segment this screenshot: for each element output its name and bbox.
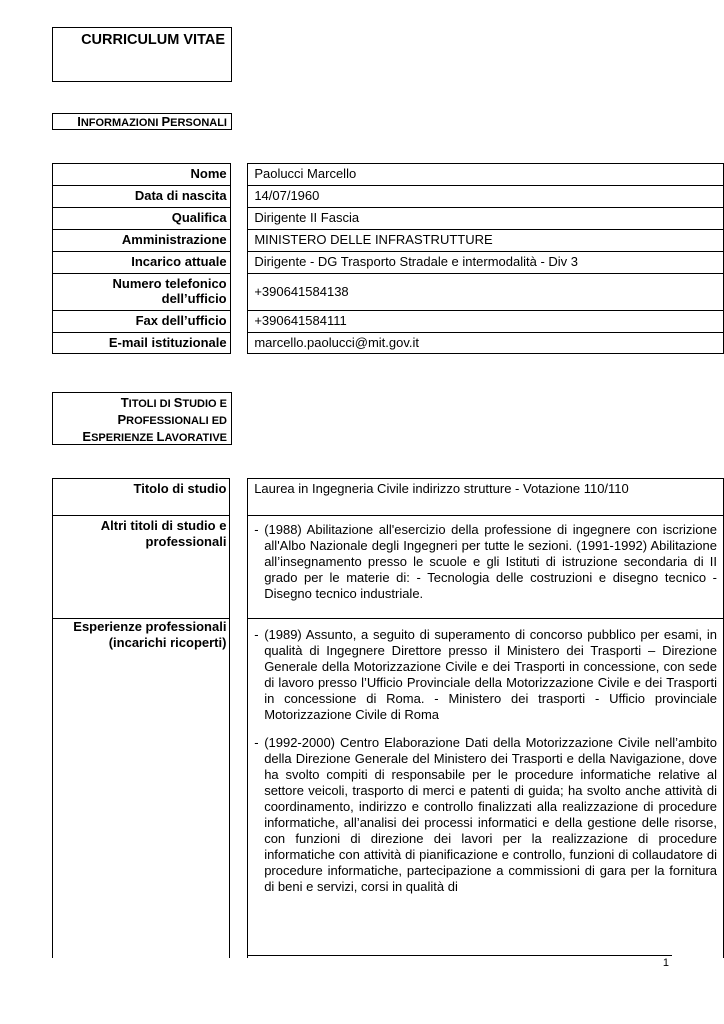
value-nome: Paolucci Marcello xyxy=(247,163,724,185)
personal-info-table xyxy=(52,163,724,354)
value-altri-titoli xyxy=(247,515,724,618)
cv-title-box xyxy=(52,27,232,82)
value-esperienze xyxy=(247,618,724,958)
label-altri-titoli: Altri titoli di studio e professionali xyxy=(52,515,230,618)
label-nome: Nome xyxy=(52,163,231,185)
value-telefono: +390641584138 xyxy=(247,273,724,310)
section-heading-personal: INFORMAZIONI PERSONALI xyxy=(52,113,232,130)
value-fax: +390641584111 xyxy=(247,310,724,332)
value-titolo-studio: Laurea in Ingegneria Civile indirizzo strutture - Votazione 110/110 xyxy=(247,478,724,515)
label-data-nascita: Data di nascita xyxy=(52,185,231,207)
footer-divider xyxy=(248,955,672,956)
value-incarico: Dirigente - DG Trasporto Stradale e intermodalità - Div 3 xyxy=(247,251,724,273)
label-amministrazione: Amministrazione xyxy=(52,229,231,251)
label-telefono: Numero telefonico dell’ufficio xyxy=(52,273,231,310)
section-heading-titles: TITOLI DI STUDIO E PROFESSIONALI ED ESPERIENZE LAVORATIVE xyxy=(52,392,232,445)
label-titolo-studio: Titolo di studio xyxy=(52,478,230,515)
value-qualifica: Dirigente II Fascia xyxy=(247,207,724,229)
label-fax: Fax dell’ufficio xyxy=(52,310,231,332)
list-item: - (1989) Assunto, a seguito di superamento di concorso pubblico per esami, in qualità di Ingegnere Direttore presso il Ministero dei Trasporti – Direzione Generale della Motorizzazione Civile e dei Trasporti in concessione, con sede di lavoro presso l’Ufficio Provinciale della Motorizzazione Civile e dei Trasporti in concessione di Roma. - Ministero dei trasporti - Ufficio provinciale Motorizzazione Civile di Roma xyxy=(254,627,717,722)
education-table xyxy=(52,478,724,958)
value-data-nascita: 14/07/1960 xyxy=(247,185,724,207)
label-esperienze: Esperienze professionali (incarichi ricoperti) xyxy=(52,618,230,958)
value-amministrazione: MINISTERO DELLE INFRASTRUTTURE xyxy=(247,229,724,251)
list-item: - (1992-2000) Centro Elaborazione Dati della Motorizzazione Civile nell’ambito della Direzione Generale del Ministero dei Trasporti e della Navigazione, dove ha svolto compiti di responsabile per le procedure informatiche relative al settore veicoli, trasporto di merci e patenti di guida; ha svolto anche attività di coordinamento, indirizzo e controllo finalizzati alla realizzazione di procedure informatiche, all’analisi dei processi informatici e della gestione delle risorse, con funzioni di direzione dei lavori per la realizzazione di procedure informatiche con attività di pianificazione e controllo, funzioni di collaudatore di procedure informatiche, partecipazione a commissioni di gara per la fornitura di beni e servizi, corsi in qualità di xyxy=(254,735,717,894)
label-email: E-mail istituzionale xyxy=(52,332,231,354)
value-email: marcello.paolucci@mit.gov.it xyxy=(247,332,724,354)
label-incarico: Incarico attuale xyxy=(52,251,231,273)
page-title: CURRICULUM VITAE xyxy=(81,32,225,48)
list-item: - (1988) Abilitazione all'esercizio della professione di ingegnere con iscrizione all'Albo Nazionale degli Ingegneri per tutte le sezioni. (1991-1992) Abilitazione all’insegnamento presso le scuole e gli Istituti di istruzione secondaria di II grado per le materie di: - Tecnologia delle costruzioni e disegno tecnico - Disegno tecnico industriale. xyxy=(254,522,717,601)
label-qualifica: Qualifica xyxy=(52,207,231,229)
page-number: 1 xyxy=(662,957,669,969)
